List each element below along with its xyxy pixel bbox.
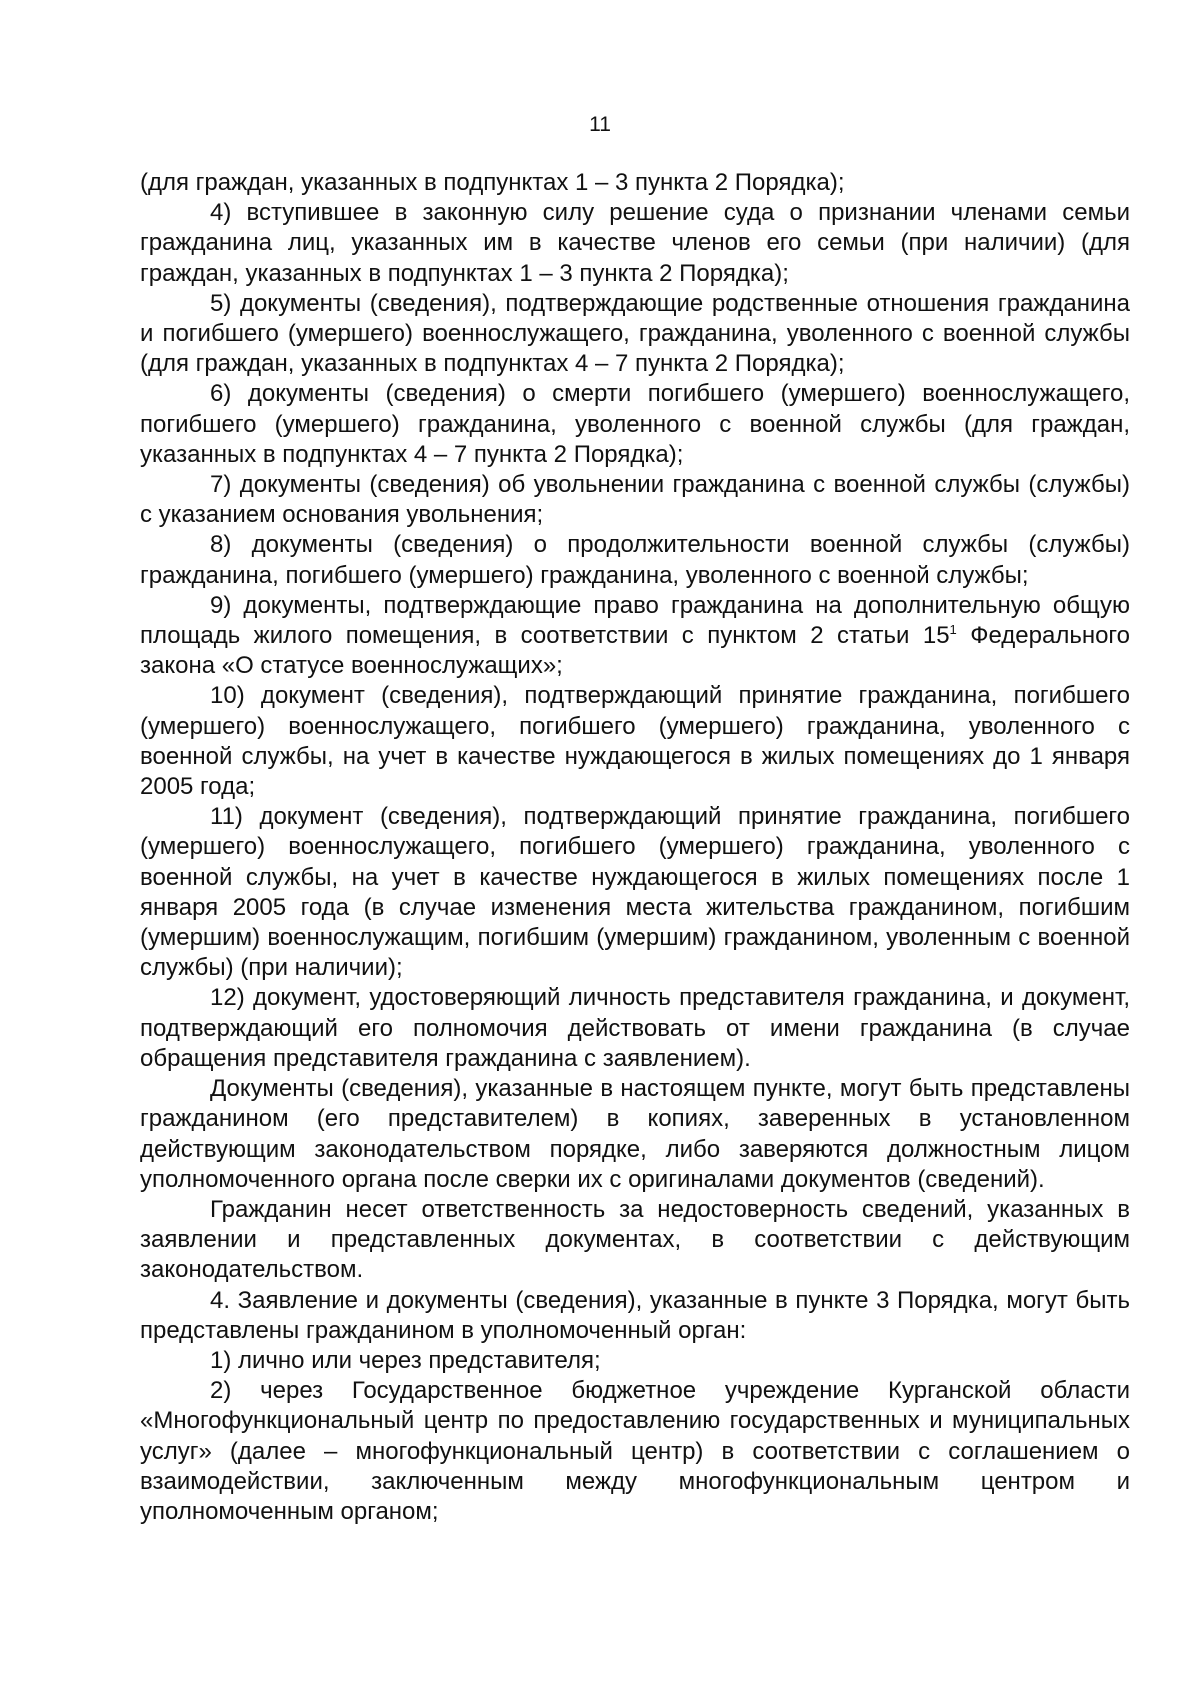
list-item-8: 8) документы (сведения) о продолжительности военной службы (службы) гражданина, погибшего (умершего) гражданина, уволенного с военной службы; xyxy=(140,531,1130,589)
list-item-10: 10) документ (сведения), подтверждающий принятие гражданина, погибшего (умершего) военнослужащего, погибшего (умершего) гражданина, уволенного с военной службы, на учет в качестве нуждающегося в жилых помещениях до 1 января 2005 года; xyxy=(140,682,1130,801)
list-item-9 xyxy=(140,591,1130,682)
paragraph-continuation: (для граждан, указанных в подпунктах 1 – 3 пункта 2 Порядка); xyxy=(140,169,845,196)
paragraph-responsibility: Гражданин несет ответственность за недостоверность сведений, указанных в заявлении и представленных документах, в соответствии с действующим законодательством. xyxy=(140,1195,1130,1284)
list-item-4: 4) вступившее в законную силу решение суда о признании членами семьи гражданина лиц, указанных им в качестве членов его семьи (при наличии) (для граждан, указанных в подпунктах 1 – 3 пункта 2 Порядка); xyxy=(140,199,1130,287)
page-number: 11 xyxy=(589,113,611,136)
list-item-9-text: 9) документы, подтверждающие право гражданина на дополнительную общую площадь жилого помещения, в соответствии с пунктом 2 статьи 15 xyxy=(140,591,1130,650)
section-4-item-1: 1) лично или через представителя; xyxy=(210,1346,601,1374)
article-superscript: 1 xyxy=(949,622,957,638)
list-item-11: 11) документ (сведения), подтверждающий принятие гражданина, погибшего (умершего) военнослужащего, погибшего (умершего) гражданина, уволенного с военной службы, на учет в качестве нуждающегося в жилых помещениях после 1 января 2005 года (в случае изменения места жительства гражданином, погибшим (умершим) военнослужащим, погибшим (умершим) гражданином, уволенным с военной службы) (при наличии); xyxy=(140,803,1130,982)
paragraph-documents-copies: Документы (сведения), указанные в настоящем пункте, могут быть представлены гражданином (его представителем) в копиях, заверенных в установленном действующим законодательством порядке, либо заверяются должностным лицом уполномоченного органа после сверки их с оригиналами документов (сведений). xyxy=(140,1075,1130,1193)
list-item-9-tail: Федерального закона «О статусе военнослужащих»; xyxy=(140,622,1130,680)
section-4-heading: 4. Заявление и документы (сведения), указанные в пункте 3 Порядка, могут быть представлены гражданином в уполномоченный орган: xyxy=(140,1286,1130,1344)
document-body xyxy=(140,168,1130,1527)
section-4-item-2: 2) через Государственное бюджетное учреждение Курганской области «Многофункциональный центр по предоставлению государственных и муниципальных услуг» (далее – многофункциональный центр) в соответствии с соглашением о взаимодействии, заключенным между многофункциональным центром и уполномоченным органом; xyxy=(140,1377,1130,1525)
list-item-12: 12) документ, удостоверяющий личность представителя гражданина, и документ, подтверждающий его полномочия действовать от имени гражданина (в случае обращения представителя гражданина с заявлением). xyxy=(140,984,1130,1072)
list-item-7: 7) документы (сведения) об увольнении гражданина с военной службы (службы) с указанием основания увольнения; xyxy=(140,471,1130,529)
list-item-5: 5) документы (сведения), подтверждающие родственные отношения гражданина и погибшего (умершего) военнослужащего, гражданина, уволенного с военной службы (для граждан, указанных в подпунктах 4 – 7 пункта 2 Порядка); xyxy=(140,289,1130,378)
list-item-6: 6) документы (сведения) о смерти погибшего (умершего) военнослужащего, погибшего (умершего) гражданина, уволенного с военной службы (для граждан, указанных в подпунктах 4 – 7 пункта 2 Порядка); xyxy=(140,380,1130,468)
